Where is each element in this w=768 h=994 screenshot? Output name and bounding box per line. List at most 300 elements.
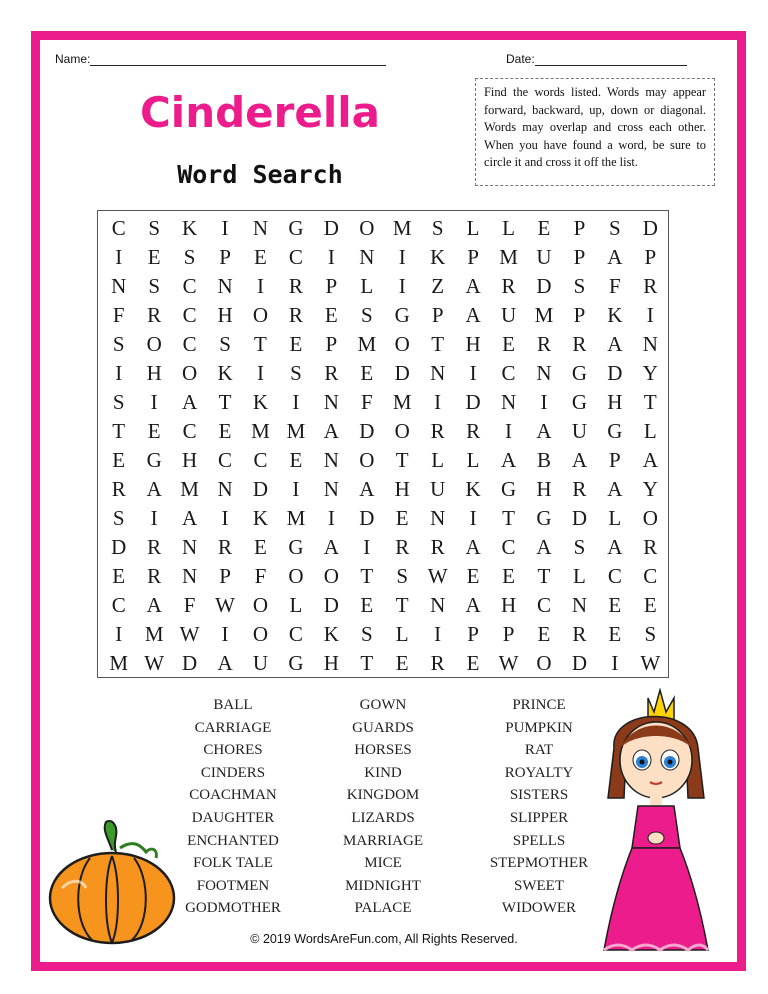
- name-label: Name:: [55, 52, 91, 66]
- grid-letter[interactable]: T: [502, 506, 515, 530]
- grid-letter[interactable]: D: [182, 651, 198, 675]
- grid-row: [101, 301, 668, 330]
- grid-letter[interactable]: A: [323, 535, 339, 559]
- grid-letter[interactable]: R: [111, 477, 126, 501]
- grid-letter[interactable]: I: [115, 361, 123, 385]
- grid-letter[interactable]: M: [109, 651, 129, 675]
- grid-letter[interactable]: F: [183, 593, 196, 617]
- grid-letter[interactable]: E: [643, 593, 657, 617]
- grid-letter[interactable]: I: [115, 245, 123, 269]
- grid-letter[interactable]: G: [288, 535, 304, 559]
- grid-letter[interactable]: P: [573, 216, 586, 240]
- grid-letter[interactable]: I: [256, 274, 264, 298]
- grid-row: [101, 475, 668, 504]
- grid-letter[interactable]: N: [500, 390, 517, 414]
- grid-letter[interactable]: E: [254, 535, 267, 559]
- grid-letter[interactable]: R: [147, 535, 162, 559]
- grid-letter[interactable]: C: [536, 593, 551, 617]
- grid-letter[interactable]: L: [608, 506, 622, 530]
- grid-letter[interactable]: P: [573, 245, 586, 269]
- grid-letter[interactable]: C: [288, 245, 303, 269]
- word-list-item: CHORES: [203, 742, 263, 759]
- grid-letter[interactable]: C: [607, 564, 622, 588]
- grid-letter[interactable]: I: [434, 622, 442, 646]
- grid-letter[interactable]: S: [644, 622, 657, 646]
- princess-icon: [596, 688, 716, 958]
- grid-letter[interactable]: N: [182, 564, 198, 588]
- grid-letter[interactable]: N: [182, 535, 198, 559]
- grid-letter[interactable]: E: [502, 332, 515, 356]
- grid-letter[interactable]: N: [536, 361, 552, 385]
- grid-letter[interactable]: S: [219, 332, 231, 356]
- grid-letter[interactable]: I: [398, 245, 406, 269]
- grid-letter[interactable]: E: [608, 593, 622, 617]
- grid-letter[interactable]: D: [571, 651, 587, 675]
- grid-letter[interactable]: D: [359, 419, 375, 443]
- grid-letter[interactable]: M: [251, 419, 270, 443]
- grid-letter[interactable]: R: [288, 303, 303, 327]
- grid-letter[interactable]: L: [572, 564, 586, 588]
- grid-letter[interactable]: C: [111, 593, 126, 617]
- grid-letter[interactable]: I: [363, 535, 371, 559]
- grid-letter[interactable]: N: [111, 274, 127, 298]
- grid-letter[interactable]: O: [642, 506, 658, 530]
- grid-letter[interactable]: E: [254, 245, 267, 269]
- grid-letter[interactable]: G: [571, 390, 587, 414]
- grid-letter[interactable]: N: [323, 390, 339, 414]
- grid-letter[interactable]: N: [430, 361, 446, 385]
- grid-letter[interactable]: A: [182, 390, 198, 414]
- name-blank-line[interactable]: [90, 53, 386, 66]
- grid-letter[interactable]: A: [571, 448, 587, 472]
- grid-letter[interactable]: E: [466, 564, 480, 588]
- grid-letter[interactable]: S: [360, 622, 373, 646]
- grid-letter[interactable]: B: [536, 448, 551, 472]
- grid-letter[interactable]: S: [183, 245, 196, 269]
- grid-letter[interactable]: D: [323, 593, 339, 617]
- grid-letter[interactable]: L: [360, 274, 374, 298]
- grid-letter[interactable]: C: [182, 303, 197, 327]
- grid-letter[interactable]: H: [146, 361, 162, 385]
- grid-row: [101, 446, 668, 475]
- grid-letter[interactable]: A: [465, 303, 481, 327]
- grid-letter[interactable]: P: [467, 245, 479, 269]
- grid-letter[interactable]: T: [395, 448, 409, 472]
- grid-letter[interactable]: S: [112, 390, 125, 414]
- grid-letter[interactable]: T: [360, 651, 374, 675]
- grid-letter[interactable]: A: [500, 448, 517, 472]
- grid-letter[interactable]: S: [148, 216, 160, 240]
- pumpkin-icon: [42, 818, 182, 948]
- grid-letter[interactable]: P: [219, 564, 231, 588]
- grid-row: [101, 504, 668, 533]
- grid-letter[interactable]: L: [466, 216, 480, 240]
- grid-letter[interactable]: P: [609, 448, 621, 472]
- grid-letter[interactable]: P: [325, 274, 338, 298]
- grid-letter[interactable]: E: [112, 448, 126, 472]
- grid-letter[interactable]: C: [501, 361, 516, 385]
- grid-letter[interactable]: E: [395, 506, 409, 530]
- grid-letter[interactable]: I: [150, 506, 158, 530]
- grid-letter[interactable]: A: [323, 419, 339, 443]
- grid-letter[interactable]: R: [572, 622, 587, 646]
- grid-letter[interactable]: R: [324, 361, 339, 385]
- grid-letter[interactable]: O: [252, 303, 269, 327]
- grid-letter[interactable]: U: [252, 651, 269, 675]
- grid-letter[interactable]: A: [536, 535, 552, 559]
- grid-letter[interactable]: P: [573, 303, 586, 327]
- word-list-item: ENCHANTED: [187, 832, 279, 849]
- grid-letter[interactable]: E: [537, 622, 551, 646]
- grid-letter[interactable]: I: [469, 361, 477, 385]
- date-field[interactable]: [506, 52, 687, 66]
- grid-letter[interactable]: U: [500, 303, 517, 327]
- grid-letter[interactable]: O: [252, 622, 269, 646]
- grid-letter[interactable]: A: [607, 332, 623, 356]
- word-list-item: SPELLS: [512, 832, 566, 849]
- grid-letter[interactable]: H: [394, 477, 410, 501]
- grid-letter[interactable]: F: [254, 564, 267, 588]
- grid-letter[interactable]: P: [502, 622, 515, 646]
- grid-letter[interactable]: I: [221, 216, 229, 240]
- grid-letter[interactable]: H: [323, 651, 339, 675]
- grid-letter[interactable]: K: [252, 506, 269, 530]
- grid-letter[interactable]: E: [466, 651, 480, 675]
- grid-letter[interactable]: D: [252, 477, 269, 501]
- word-list-item: DAUGHTER: [191, 809, 275, 826]
- grid-letter[interactable]: P: [644, 245, 657, 269]
- grid-letter[interactable]: D: [536, 274, 552, 298]
- grid-letter[interactable]: W: [144, 651, 165, 675]
- grid-letter[interactable]: E: [289, 332, 303, 356]
- grid-letter[interactable]: G: [536, 506, 552, 530]
- grid-letter[interactable]: O: [394, 332, 410, 356]
- word-list-item: PALACE: [354, 900, 412, 917]
- grid-letter[interactable]: L: [643, 419, 657, 443]
- grid-letter[interactable]: O: [323, 564, 339, 588]
- grid-letter[interactable]: A: [359, 477, 375, 501]
- grid-letter[interactable]: P: [325, 332, 338, 356]
- grid-letter[interactable]: F: [609, 274, 621, 298]
- grid-row: [101, 562, 668, 591]
- grid-letter[interactable]: A: [607, 535, 623, 559]
- grid-letter[interactable]: R: [643, 274, 658, 298]
- page-title: Cinderella: [139, 88, 380, 137]
- grid-letter[interactable]: A: [465, 274, 481, 298]
- grid-letter[interactable]: E: [112, 564, 126, 588]
- grid-letter[interactable]: M: [392, 390, 412, 414]
- grid-letter[interactable]: K: [465, 477, 481, 501]
- grid-letter[interactable]: E: [360, 361, 374, 385]
- grid-letter[interactable]: E: [502, 564, 515, 588]
- grid-letter[interactable]: L: [395, 622, 409, 646]
- grid-letter[interactable]: C: [643, 564, 658, 588]
- grid-letter[interactable]: W: [215, 593, 235, 617]
- grid-letter[interactable]: I: [292, 390, 300, 414]
- grid-letter[interactable]: I: [327, 506, 335, 530]
- grid-letter[interactable]: D: [465, 390, 481, 414]
- word-list-item: MARRIAGE: [342, 832, 423, 849]
- grid-letter[interactable]: T: [360, 564, 374, 588]
- grid-letter[interactable]: C: [218, 448, 233, 472]
- grid-letter[interactable]: D: [607, 361, 623, 385]
- grid-letter[interactable]: P: [219, 245, 231, 269]
- grid-letter[interactable]: D: [111, 535, 127, 559]
- grid-letter[interactable]: G: [394, 303, 410, 327]
- word-list-item: SWEET: [514, 877, 564, 894]
- grid-letter[interactable]: I: [646, 303, 654, 327]
- grid-letter[interactable]: S: [573, 274, 586, 298]
- grid-letter[interactable]: W: [498, 651, 519, 675]
- grid-letter[interactable]: M: [286, 506, 306, 530]
- word-list-item: LIZARDS: [351, 809, 415, 826]
- word-list-item: KIND: [364, 764, 402, 781]
- grid-letter[interactable]: U: [571, 419, 587, 443]
- grid-letter[interactable]: G: [607, 419, 623, 443]
- grid-row: [101, 533, 668, 562]
- grid-letter[interactable]: U: [430, 477, 446, 501]
- grid-letter[interactable]: C: [501, 535, 516, 559]
- grid-row: [101, 417, 668, 446]
- grid-letter[interactable]: H: [500, 593, 517, 617]
- grid-letter[interactable]: I: [469, 506, 477, 530]
- grid-letter[interactable]: G: [571, 361, 587, 385]
- grid-letter[interactable]: K: [252, 390, 269, 414]
- grid-letter[interactable]: Y: [642, 477, 658, 501]
- grid-letter[interactable]: I: [540, 390, 548, 414]
- grid-letter[interactable]: M: [392, 216, 412, 240]
- word-list-item: GOWN: [359, 697, 407, 713]
- grid-letter[interactable]: I: [398, 274, 406, 298]
- word-list-item: BALL: [213, 697, 253, 713]
- date-blank-line[interactable]: [535, 53, 687, 66]
- grid-letter[interactable]: N: [642, 332, 658, 356]
- letter-grid[interactable]: [97, 210, 669, 678]
- grid-letter[interactable]: T: [395, 593, 409, 617]
- grid-letter[interactable]: S: [112, 332, 125, 356]
- grid-letter[interactable]: N: [430, 593, 446, 617]
- grid-letter[interactable]: K: [607, 303, 623, 327]
- name-field[interactable]: [55, 52, 386, 66]
- grid-letter[interactable]: O: [288, 564, 304, 588]
- grid-letter[interactable]: C: [111, 216, 126, 240]
- grid-letter[interactable]: C: [182, 274, 197, 298]
- grid-letter[interactable]: T: [112, 419, 126, 443]
- grid-letter[interactable]: A: [146, 593, 162, 617]
- grid-letter[interactable]: D: [323, 216, 339, 240]
- grid-row: [101, 620, 668, 649]
- grid-letter[interactable]: D: [394, 361, 410, 385]
- grid-letter[interactable]: O: [394, 419, 410, 443]
- grid-letter[interactable]: E: [360, 593, 374, 617]
- grid-letter[interactable]: L: [466, 448, 480, 472]
- grid-letter[interactable]: G: [288, 651, 304, 675]
- grid-letter[interactable]: M: [357, 332, 377, 356]
- grid-letter[interactable]: E: [324, 303, 338, 327]
- grid-letter[interactable]: T: [218, 390, 232, 414]
- grid-letter[interactable]: O: [182, 361, 198, 385]
- grid-letter[interactable]: M: [144, 622, 164, 646]
- grid-letter[interactable]: I: [292, 477, 300, 501]
- word-list-item: RAT: [524, 742, 554, 759]
- grid-letter[interactable]: E: [147, 419, 161, 443]
- grid-letter[interactable]: O: [146, 332, 162, 356]
- word-list-item: PUMPKIN: [505, 719, 573, 736]
- grid-letter[interactable]: A: [217, 651, 233, 675]
- word-list-item: PRINCE: [512, 697, 566, 713]
- grid-letter[interactable]: L: [289, 593, 303, 617]
- grid-letter[interactable]: S: [396, 564, 409, 588]
- grid-letter[interactable]: R: [147, 564, 162, 588]
- grid-letter[interactable]: R: [218, 535, 233, 559]
- grid-letter[interactable]: A: [536, 419, 552, 443]
- grid-letter[interactable]: T: [254, 332, 267, 356]
- grid-letter[interactable]: N: [217, 274, 233, 298]
- grid-letter[interactable]: A: [146, 477, 162, 501]
- grid-letter[interactable]: S: [360, 303, 373, 327]
- grid-letter[interactable]: A: [607, 477, 623, 501]
- grid-letter[interactable]: I: [221, 622, 229, 646]
- grid-letter[interactable]: E: [147, 245, 161, 269]
- grid-letter[interactable]: R: [430, 419, 445, 443]
- grid-letter[interactable]: O: [359, 216, 375, 240]
- grid-letter[interactable]: M: [286, 419, 306, 443]
- grid-letter[interactable]: O: [252, 593, 269, 617]
- grid-letter[interactable]: R: [572, 477, 587, 501]
- grid-letter[interactable]: R: [643, 535, 658, 559]
- grid-letter[interactable]: R: [572, 332, 587, 356]
- grid-letter[interactable]: T: [431, 332, 445, 356]
- grid-letter[interactable]: K: [182, 216, 198, 240]
- grid-letter[interactable]: Y: [642, 361, 658, 385]
- grid-letter[interactable]: N: [323, 448, 339, 472]
- grid-letter[interactable]: F: [360, 390, 373, 414]
- grid-letter[interactable]: O: [536, 651, 552, 675]
- grid-letter[interactable]: R: [288, 274, 303, 298]
- grid-letter[interactable]: I: [434, 390, 442, 414]
- grid-letter[interactable]: M: [534, 303, 554, 327]
- word-list-item: HORSES: [354, 742, 412, 759]
- grid-letter[interactable]: H: [217, 303, 233, 327]
- grid-letter[interactable]: C: [253, 448, 268, 472]
- grid-letter[interactable]: H: [607, 390, 623, 414]
- grid-letter[interactable]: N: [430, 506, 446, 530]
- grid-letter[interactable]: I: [256, 361, 264, 385]
- grid-row: [101, 243, 668, 272]
- grid-letter[interactable]: T: [537, 564, 551, 588]
- grid-letter[interactable]: L: [431, 448, 445, 472]
- grid-letter[interactable]: P: [431, 303, 444, 327]
- grid-letter[interactable]: I: [115, 622, 123, 646]
- grid-letter[interactable]: Z: [431, 274, 445, 298]
- grid-letter[interactable]: S: [112, 506, 125, 530]
- word-list-item: STEPMOTHER: [489, 855, 589, 872]
- grid-letter[interactable]: W: [179, 622, 200, 646]
- grid-letter[interactable]: H: [182, 448, 198, 472]
- grid-letter[interactable]: S: [148, 274, 160, 298]
- grid-letter[interactable]: H: [536, 477, 552, 501]
- grid-letter[interactable]: I: [327, 245, 335, 269]
- page-subtitle: Word Search: [177, 160, 343, 189]
- grid-letter[interactable]: N: [571, 593, 587, 617]
- grid-letter[interactable]: T: [643, 390, 657, 414]
- grid-letter[interactable]: W: [427, 564, 448, 588]
- grid-letter[interactable]: M: [180, 477, 199, 501]
- grid-letter[interactable]: W: [640, 651, 661, 675]
- grid-letter[interactable]: N: [252, 216, 269, 240]
- grid-letter[interactable]: E: [218, 419, 232, 443]
- grid-letter[interactable]: N: [323, 477, 339, 501]
- grid-letter[interactable]: R: [147, 303, 162, 327]
- grid-letter[interactable]: R: [536, 332, 551, 356]
- grid-letter[interactable]: K: [323, 622, 339, 646]
- grid-letter[interactable]: R: [395, 535, 410, 559]
- grid-letter[interactable]: E: [289, 448, 303, 472]
- grid-letter[interactable]: I: [611, 651, 619, 675]
- grid-letter[interactable]: F: [112, 303, 125, 327]
- grid-letter[interactable]: K: [430, 245, 446, 269]
- grid-letter[interactable]: D: [359, 506, 375, 530]
- grid-row: [101, 649, 668, 678]
- grid-letter[interactable]: E: [608, 622, 622, 646]
- grid-letter[interactable]: R: [430, 535, 445, 559]
- grid-letter[interactable]: A: [607, 245, 623, 269]
- grid-letter[interactable]: C: [182, 419, 197, 443]
- word-list-item: MICE: [364, 855, 402, 872]
- grid-letter[interactable]: D: [571, 506, 587, 530]
- word-list-item: KINGDOM: [346, 787, 420, 804]
- grid-letter[interactable]: S: [609, 216, 621, 240]
- grid-letter[interactable]: G: [500, 477, 517, 501]
- grid-letter[interactable]: L: [502, 216, 515, 240]
- grid-letter[interactable]: S: [431, 216, 444, 240]
- grid-letter[interactable]: I: [221, 506, 229, 530]
- grid-letter[interactable]: A: [642, 448, 658, 472]
- grid-letter[interactable]: G: [288, 216, 304, 240]
- grid-letter[interactable]: E: [395, 651, 409, 675]
- grid-letter[interactable]: A: [465, 593, 481, 617]
- word-list-item: FOLK TALE: [193, 855, 273, 872]
- date-label: Date:: [506, 52, 535, 66]
- grid-letter[interactable]: K: [217, 361, 233, 385]
- grid-letter[interactable]: P: [467, 622, 479, 646]
- grid-letter[interactable]: I: [150, 390, 158, 414]
- grid-letter[interactable]: D: [642, 216, 658, 240]
- grid-letter[interactable]: C: [288, 622, 303, 646]
- grid-letter[interactable]: E: [537, 216, 551, 240]
- word-list-column-3: [464, 694, 614, 920]
- grid-letter[interactable]: S: [290, 361, 302, 385]
- grid-letter[interactable]: R: [501, 274, 516, 298]
- grid-letter[interactable]: M: [499, 245, 518, 269]
- grid-letter[interactable]: G: [146, 448, 162, 472]
- word-list-item: CINDERS: [200, 764, 266, 781]
- grid-letter[interactable]: N: [217, 477, 233, 501]
- grid-letter[interactable]: A: [465, 535, 481, 559]
- grid-letter[interactable]: A: [182, 506, 198, 530]
- grid-letter[interactable]: R: [430, 651, 445, 675]
- grid-letter[interactable]: R: [466, 419, 481, 443]
- grid-letter[interactable]: C: [182, 332, 197, 356]
- grid-letter[interactable]: U: [536, 245, 552, 269]
- grid-letter[interactable]: I: [505, 419, 513, 443]
- grid-letter[interactable]: O: [359, 448, 375, 472]
- grid-letter[interactable]: N: [359, 245, 375, 269]
- grid-letter[interactable]: S: [573, 535, 586, 559]
- grid-row: [101, 330, 668, 359]
- grid-letter[interactable]: H: [465, 332, 481, 356]
- word-list-item: ROYALTY: [504, 764, 574, 781]
